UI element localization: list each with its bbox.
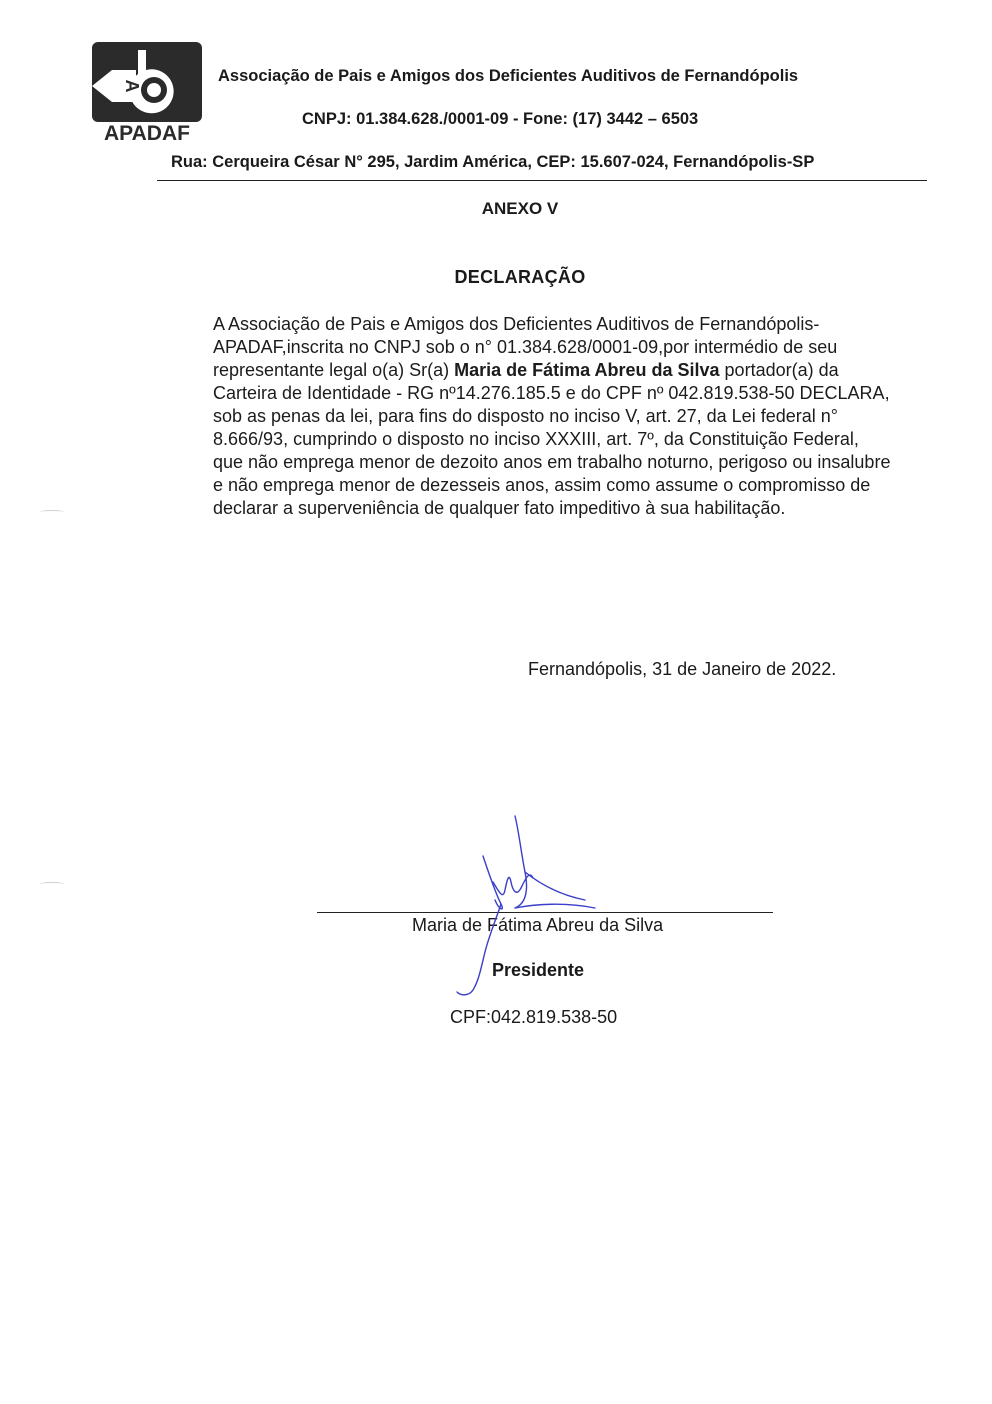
representative-name: Maria de Fátima Abreu da Silva — [454, 360, 720, 380]
signer-cpf: CPF:042.819.538-50 — [450, 1007, 618, 1027]
date-place: Fernandópolis, 31 de Janeiro de 2022. — [528, 659, 837, 679]
annex-title: ANEXO V — [481, 199, 559, 218]
cnpj-phone: CNPJ: 01.384.628./0001-09 - Fone: (17) 3442 – 6503 — [302, 110, 699, 128]
scan-mark — [40, 882, 64, 886]
body-text-part1: A Associação de Pais e Amigos dos Deficientes Auditivos de Fernandópolis-APADAF,inscrita no CNPJ sob o n° 01.384.628/0001-09,por intermédio de seu representante legal o(a) Sr(a) — [213, 314, 838, 380]
signature-line — [317, 912, 773, 913]
header-divider — [157, 180, 927, 181]
declaration-body — [213, 313, 893, 520]
scan-mark — [40, 510, 64, 514]
declaration-title: DECLARAÇÃO — [454, 267, 586, 287]
body-text-part2: portador(a) da Carteira de Identidade - RG nº14.276.185.5 e do CPF nº 042.819.538-50 DECLARA, sob as penas da lei, para fins do disposto no inciso V, art. 27, da Lei federal n° 8.666/93, cumprindo o disposto no inciso XXXIII, art. 7º, da Constituição Federal, que não emprega menor de dezoito anos em trabalho noturno, perigoso ou insalubre e não emprega menor de dezesseis anos, assim como assume o compromisso de declarar a superveniência de qualquer fato impeditivo à sua habilitação. — [213, 360, 891, 518]
signer-name: Maria de Fátima Abreu da Silva — [412, 915, 664, 935]
organization-name: Associação de Pais e Amigos dos Deficientes Auditivos de Fernandópolis — [218, 67, 799, 85]
signer-role: Presidente — [492, 960, 585, 980]
logo-mark — [90, 40, 206, 144]
organization-address: Rua: Cerqueira César N° 295, Jardim América, CEP: 15.607-024, Fernandópolis-SP — [171, 153, 815, 171]
logo-letter: A — [122, 79, 142, 93]
logo-wordmark: APADAF — [104, 122, 190, 144]
apadaf-logo — [90, 40, 206, 144]
